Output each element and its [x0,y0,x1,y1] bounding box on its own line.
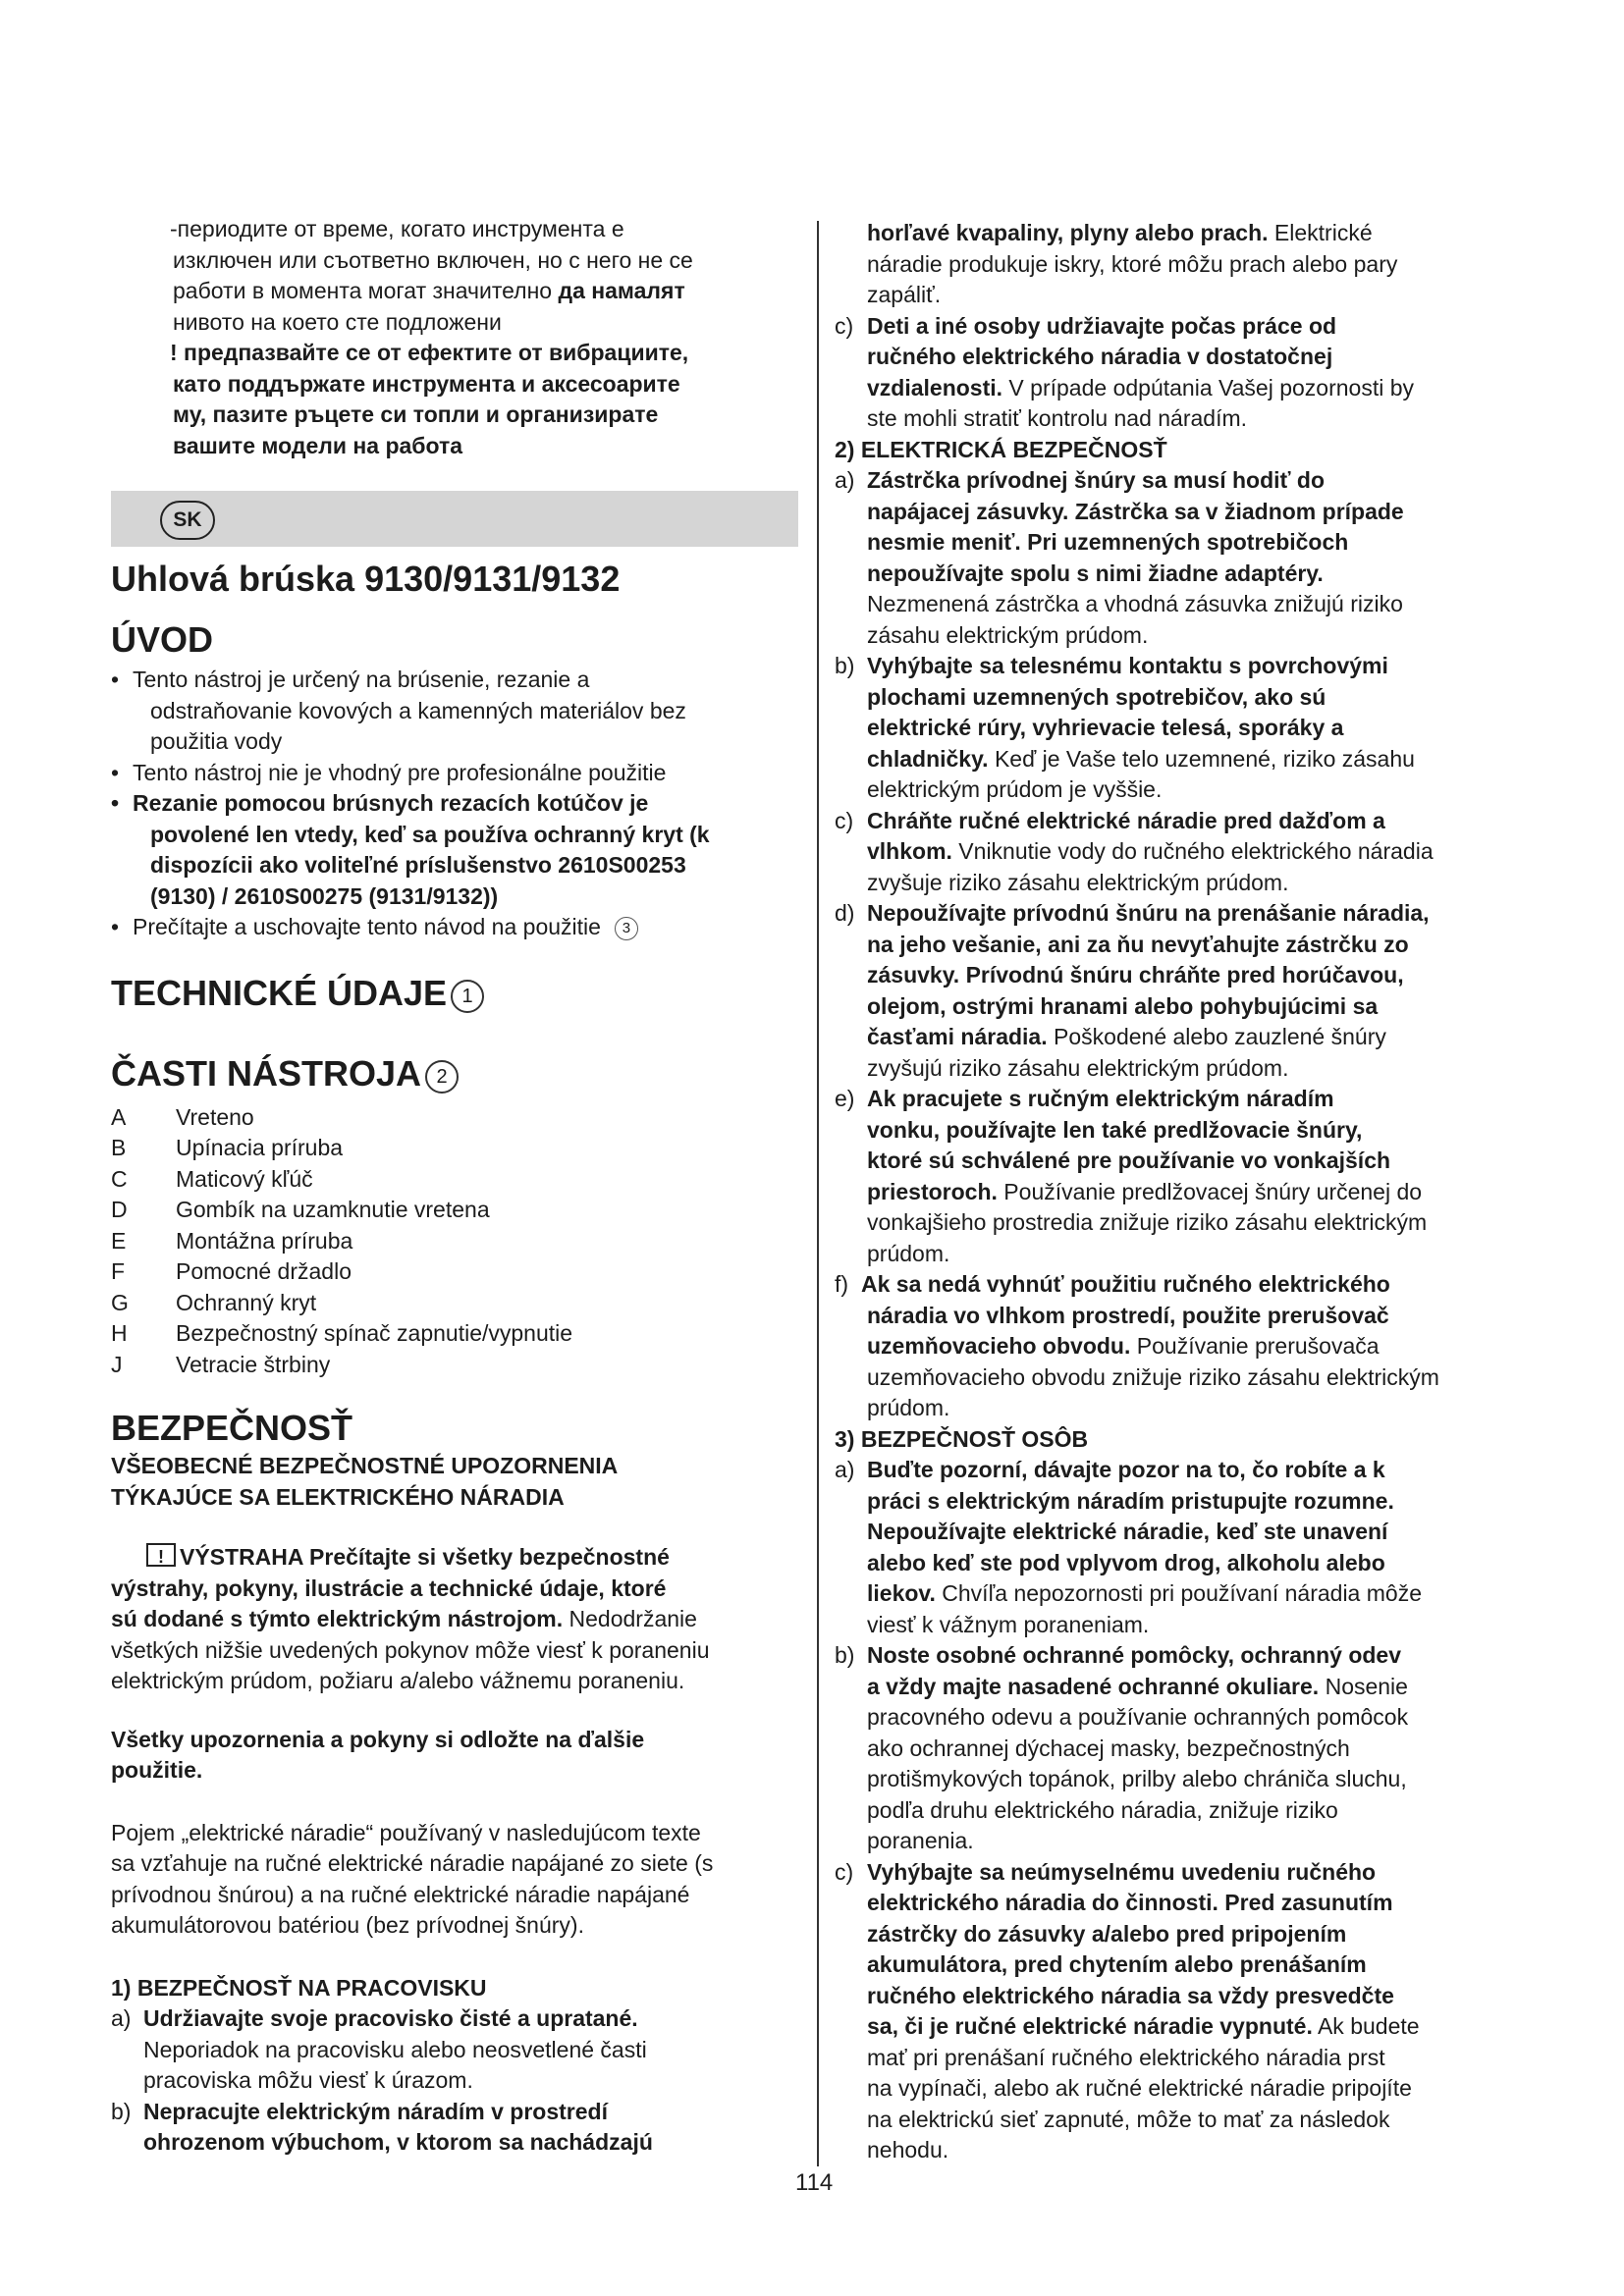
part-value: Pomocné držadlo [176,1258,352,1284]
right-column [835,218,1542,2166]
section-3-heading: 3) BEZPEČNOSŤ OSÔB [835,1425,1089,1452]
item-text: V prípade odpútania Vašej pozornosti by [1002,374,1415,400]
warning-text: výstrahy, pokyny, ilustrácie a technické údaje, ktoré [111,1575,667,1601]
item-bold: alebo keď ste pod vplyvom drog, alkoholu alebo [867,1549,1385,1575]
section-3-item-c [835,1857,1542,2166]
item-text: ako ochrannej dýchacej masky, bezpečnostných [867,1735,1350,1761]
item-text: elektrickým prúdom je vyššie. [867,776,1163,802]
item-text: Používanie prerušovača [1130,1333,1380,1359]
item-bold: nesmie meniť. Pri uzemnených spotrebičoch [867,529,1349,555]
item-text: zapáliť. [867,282,942,307]
item-text: viesť k vážnym poraneniam. [867,1611,1150,1637]
section-2-item-c [835,806,1542,899]
item-bold: zástrčky do zásuvky a/alebo pred pripojením [867,1920,1347,1947]
bg-line: -периодите от време, когато инструмента е [170,216,624,241]
item-bold: elektrické rúry, vyhrievacie telesá, sporáky a [867,715,1344,740]
bullet-cont: použitia vody [150,728,283,754]
figure-ref-1: 1 [451,980,484,1013]
part-key: A [111,1103,127,1130]
item-text: nehodu. [867,2137,949,2163]
item-text: Neporiadok na pracovisku alebo neosvetlené časti [143,2036,647,2062]
list-item [111,1288,808,1319]
item-bold: vonku, používajte len také predlžovacie šnúry, [867,1116,1363,1143]
part-value: Vetracie štrbiny [176,1351,331,1377]
item-text: prúdom. [867,1395,950,1420]
bullet-text: Tento nástroj nie je vhodný pre profesionálne použitie [133,759,667,785]
bullet-text: Tento nástroj je určený na brúsenie, rezanie a [133,667,590,692]
list-item [111,1102,808,1134]
item-bold: priestoroch. [867,1178,998,1204]
bulgarian-text [111,214,798,461]
bg-bold-line: като поддържате инструмента и аксесоарите [173,370,680,397]
item-bold: ručného elektrického náradia v dostatočnej [867,344,1333,369]
item-bold: vzdialenosti. [867,374,1003,400]
item-text: na vypínači, alebo ak ručné elektrické náradie pripojíte [867,2075,1412,2101]
item-text: podľa druhu elektrického náradia, znižuje riziko [867,1796,1338,1823]
list-item [111,1226,808,1257]
section-3-item-b [835,1640,1542,1857]
section-2-item-d [835,898,1542,1084]
item-text: mať pri prenášaní ručného elektrického náradia prst [867,2044,1385,2070]
definition-text: sa vzťahuje na ručné elektrické náradie napájané zo siete (s [111,1850,714,1876]
item-bold: Nepoužívajte prívodnú šnúru na prenášanie náradia, [867,900,1430,926]
section-2-heading: 2) ELEKTRICKÁ BEZPEČNOSŤ [835,436,1167,462]
item-label: a) [835,1457,855,1482]
parts-list [111,1102,808,1381]
part-key: F [111,1258,126,1284]
item-text: Poškodené alebo zauzlené šnúry [1047,1024,1386,1049]
list-item [111,1256,808,1288]
part-key: H [111,1320,128,1346]
list-item: • Rezanie pomocou brúsnych rezacích kotúčov je povolené len vtedy, keď sa používa ochranný kryt (k dispozícii ako voliteľné príslušenstvo 2610S00253 (9130) / 2610S00275 (9131/9132)) [111,788,808,912]
safety-subheading: VŠEOBECNÉ BEZPEČNOSTNÉ UPOZORNENIA [111,1453,619,1478]
left-column-main [111,555,808,2159]
tech-heading-text: TECHNICKÉ ÚDAJE [111,972,448,1013]
bullet-cont: dispozícii ako voliteľné príslušenstvo 2610S00253 [150,852,686,878]
part-value: Vreteno [176,1103,254,1130]
item-text: protišmykových topánok, prilby alebo chrániča sluchu, [867,1766,1407,1791]
item-text: pracoviska môžu viesť k úrazom. [143,2067,473,2093]
item-bold: horľavé kvapaliny, plyny alebo prach. [867,220,1269,245]
item-label: a) [111,2005,132,2031]
list-item [111,1350,808,1381]
item-bold: a vždy majte nasadené ochranné okuliare. [867,1673,1320,1699]
column-divider [817,221,819,2166]
section-2-item-f [835,1269,1542,1424]
section-1-item-b [111,2097,808,2159]
item-bold: časťami náradia. [867,1024,1048,1049]
bg-text: работи в момента могат значително [173,278,559,303]
bullet-cont: (9130) / 2610S00275 (9131/9132)) [150,882,499,909]
part-key: J [111,1351,123,1377]
part-key: E [111,1227,127,1254]
language-badge: SK [160,501,215,540]
item-text: zvyšuje riziko zásahu elektrickým prúdom. [867,869,1289,895]
list-item [111,1133,808,1164]
item-text: náradie produkuje iskry, ktoré môžu prach alebo pary [867,250,1398,277]
item-text: poranenia. [867,1828,974,1853]
warning-text: elektrickým prúdom, požiaru a/alebo vážnemu poraneniu. [111,1668,685,1693]
definition-text: akumulátorovou batériou (bez prívodnej šnúry). [111,1912,584,1938]
bg-line: изключен или съответно включен, но с него не се [173,246,693,273]
part-key: B [111,1135,127,1160]
item-text: zásahu elektrickým prúdom. [867,621,1149,648]
item-label: b) [111,2098,132,2124]
item-bold: ručného elektrického náradia sa vždy presvedčte [867,1982,1394,2008]
item-bold: Chráňte ručné elektrické náradie pred dažďom a [867,807,1385,833]
item-bold: zásuvky. Prívodnú šnúru chráňte pred horúčavou, [867,962,1404,988]
section-1-item-c [835,311,1542,435]
part-value: Bezpečnostný spínač zapnutie/vypnutie [176,1320,573,1346]
item-text: Nezmenená zástrčka a vhodná zásuvka znižujú riziko [867,591,1403,616]
item-text: Používanie predlžovacej šnúry určenej do [997,1178,1423,1204]
section-2-item-a [835,465,1542,651]
warning-text: sú dodané s týmto elektrickým nástrojom. [111,1606,564,1631]
item-bold: Vyhýbajte sa telesnému kontaktu s povrchovými [867,653,1388,678]
list-item: • Tento nástroj nie je vhodný pre profesionálne použitie [111,759,667,785]
item-label: c) [835,807,854,833]
parts-heading [111,1053,808,1095]
item-text: uzemňovacieho obvodu znižuje riziko zásahu elektrickým [867,1363,1439,1390]
item-bold: Buďte pozorní, dávajte pozor na to, čo robíte a k [867,1457,1385,1482]
item-text: Vniknutie vody do ručného elektrického náradia [951,838,1434,864]
item-label: c) [835,312,854,339]
item-bold: Udržiavajte svoje pracovisko čisté a upratané. [143,2005,638,2031]
section-1-item-b-cont [835,218,1542,311]
item-bold: napájacej zásuvky. Zástrčka sa v žiadnom prípade [867,498,1404,524]
item-text: prúdom. [867,1240,950,1266]
list-item: • Prečítajte a uschovajte tento návod na použitie 3 [111,912,808,943]
bullet-cont: povolené len vtedy, keď sa používa ochranný kryt (k [150,821,710,847]
bullet-cont: odstraňovanie kovových a kamenných materiálov bez [150,697,686,723]
list-item [111,1318,808,1350]
part-value: Upínacia príruba [176,1135,344,1160]
item-bold: sa, či je ručné elektrické náradie vypnuté. [867,2013,1313,2039]
item-bold: vlhkom. [867,838,952,864]
bg-bold-line: вашите модели на работа [173,432,463,458]
item-bold: Nepracujte elektrickým náradím v prostredí [143,2098,608,2124]
item-bold: práci s elektrickým náradím pristupujte rozumne. [867,1487,1394,1514]
item-bold: elektrického náradia do činnosti. Pred zasunutím [867,1890,1393,1915]
item-bold: Vyhýbajte sa neúmyselnému uvedeniu ručného [867,1858,1377,1885]
item-text: ste mohli stratiť kontrolu nad náradím. [867,405,1248,431]
item-bold: na jeho vešanie, ani za ňu nevyťahujte zástrčku zo [867,931,1409,957]
item-text: Keď je Vaše telo uzemnené, riziko zásahu [988,745,1415,772]
section-1-item-a [111,2003,808,2097]
tech-heading [111,973,808,1014]
item-bold: ohrozenom výbuchom, v ktorom sa nachádzajú [143,2129,653,2155]
page-title: Uhlová brúska 9130/9131/9132 [111,559,621,599]
item-bold: Noste osobné ochranné pomôcky, ochranný odev [867,1642,1402,1668]
section-3-item-a [835,1455,1542,1640]
part-value: Montážna príruba [176,1227,353,1254]
parts-heading-text: ČASTI NÁSTROJA [111,1052,422,1094]
item-text: Chvíľa nepozornosti pri používaní náradia môže [935,1580,1422,1606]
bg-bold-text: да намалят [558,278,685,303]
keep-instructions [111,1725,808,1787]
item-text: Ak budete [1312,2013,1420,2039]
part-key: D [111,1197,128,1222]
uvod-heading: ÚVOD [111,619,214,660]
item-bold: olejom, ostrými hranami alebo pohybujúcimi sa [867,992,1379,1019]
bullet-text: Prečítajte a uschovajte tento návod na použitie [133,914,601,939]
item-bold: Nepoužívajte elektrické náradie, keď ste unavení [867,1519,1388,1544]
definition-text: Pojem „elektrické náradie“ používaný v nasledujúcom texte [111,1819,701,1845]
item-bold: Deti a iné osoby udržiavajte počas práce od [867,312,1337,339]
item-label: d) [835,900,855,926]
item-bold: chladničky. [867,745,989,772]
keep-text: Všetky upozornenia a pokyny si odložte na ďalšie [111,1726,645,1752]
item-text: vonkajšieho prostredia znižuje riziko zásahu elektrickým [867,1209,1428,1235]
bg-line: нивото на което сте подложени [173,308,502,335]
bg-bold-line: му, пазите ръцете си топли и организирате [173,401,659,427]
part-value: Gombík na uzamknutie vretena [176,1197,490,1222]
item-label: f) [835,1271,849,1297]
item-bold: nepoužívajte spolu s nimi žiadne adaptéry. [867,560,1324,586]
item-bold: liekov. [867,1580,936,1606]
figure-ref-3: 3 [615,917,638,940]
item-label: b) [835,653,855,678]
list-item: • Tento nástroj je určený na brúsenie, rezanie a odstraňovanie kovových a kamenných materiálov bez použitia vody [111,665,808,758]
item-text: zvyšujú riziko zásahu elektrickým prúdom. [867,1054,1289,1081]
left-column [111,214,798,461]
list-item [111,1195,808,1226]
section-2-item-e [835,1084,1542,1269]
item-bold: Ak sa nedá vyhnúť použitiu ručného elektrického [861,1271,1390,1297]
item-text: Nosenie [1319,1673,1408,1699]
item-bold: ktoré sú schválené pre používanie vo vonkajších [867,1148,1391,1173]
section-1-heading: 1) BEZPEČNOSŤ NA PRACOVISKU [111,1974,487,2001]
item-bold: Zástrčka prívodnej šnúry sa musí hodiť do [867,467,1326,493]
bg-line [170,276,798,307]
part-key: C [111,1165,128,1192]
warning-text: VÝSTRAHA Prečítajte si všetky bezpečnostné [180,1544,670,1570]
bullet-text: Rezanie pomocou brúsnych rezacích kotúčov je [133,790,649,816]
warning-text: všetkých nižšie uvedených pokynov môže viesť k poraneniu [111,1636,710,1663]
item-label: a) [835,467,855,493]
definition-paragraph [111,1818,808,1942]
part-value: Maticový kľúč [176,1165,313,1192]
figure-ref-2: 2 [425,1060,459,1094]
list-item [111,1164,808,1196]
warning-text: Nedodržanie [563,1606,697,1631]
item-bold: uzemňovacieho obvodu. [867,1333,1131,1359]
item-text: pracovného odevu a používanie ochranných pomôcok [867,1704,1409,1730]
item-text: Elektrické [1268,220,1373,245]
page-number: 114 [795,2169,834,2196]
safety-heading: BEZPEČNOSŤ [111,1408,353,1448]
part-value: Ochranný kryt [176,1289,317,1315]
item-label: c) [835,1858,854,1885]
item-bold: akumulátora, pred chytením alebo prenášaním [867,1951,1367,1977]
section-2-item-b [835,651,1542,806]
keep-text: použitie. [111,1757,203,1783]
item-bold: náradia vo vlhkom prostredí, použite prerušovač [867,1302,1389,1328]
item-label: b) [835,1642,855,1668]
definition-text: prívodnou šnúrou) a na ručné elektrické náradie napájané [111,1881,690,1907]
item-bold: plochami uzemnených spotrebičov, ako sú [867,683,1326,710]
part-key: G [111,1289,129,1315]
item-text: na elektrickú sieť zapnuté, môže to mať za následok [867,2106,1390,2132]
uvod-bullets [111,665,808,943]
warning-icon [146,1543,176,1567]
bg-bold-line: ! предпазвайте се от ефектите от вибрациите, [170,340,689,365]
warning-paragraph [111,1542,808,1697]
item-bold: Ak pracujete s ručným elektrickým náradím [867,1086,1334,1111]
item-label: e) [835,1086,855,1111]
safety-subheading: TÝKAJÚCE SA ELEKTRICKÉHO NÁRADIA [111,1483,565,1510]
